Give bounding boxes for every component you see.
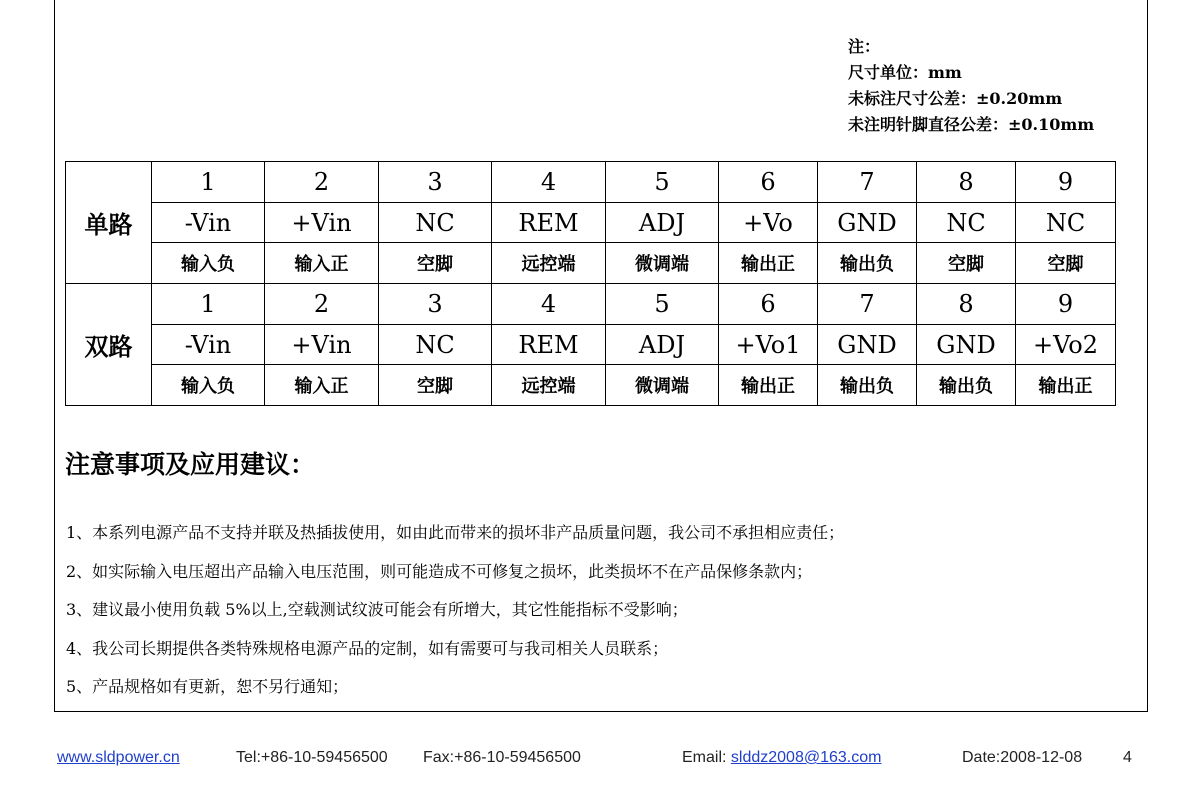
pin-name: REM bbox=[492, 325, 606, 365]
advice-item: 1、本系列电源产品不支持并联及热插拔使用，如由此而带来的损坏非产品质量问题，我公司不承担相应责任； bbox=[66, 523, 845, 542]
pin-description: 输出负 bbox=[818, 365, 917, 406]
advice-list bbox=[66, 514, 844, 707]
pin-name: GND bbox=[818, 203, 917, 243]
pin-row-name bbox=[66, 203, 1116, 243]
pin-description: 空脚 bbox=[1016, 243, 1116, 284]
footer-email bbox=[682, 749, 881, 767]
pin-table bbox=[65, 161, 1116, 406]
footer bbox=[0, 749, 1191, 769]
pin-number: 7 bbox=[818, 284, 917, 325]
pin-description: 输出正 bbox=[719, 365, 818, 406]
pin-name: +Vo bbox=[719, 203, 818, 243]
pin-row-num bbox=[66, 284, 1116, 325]
pin-name: REM bbox=[492, 203, 606, 243]
footer-tel: Tel:+86-10-59456500 bbox=[236, 749, 388, 766]
pin-number: 3 bbox=[379, 284, 492, 325]
pin-number: 6 bbox=[719, 162, 818, 203]
pin-number: 2 bbox=[265, 162, 379, 203]
advice-heading: 注意事项及应用建议： bbox=[65, 450, 316, 479]
pin-description: 微调端 bbox=[606, 365, 719, 406]
pin-name: +Vo2 bbox=[1016, 325, 1116, 365]
pin-number: 4 bbox=[492, 284, 606, 325]
pin-number: 8 bbox=[917, 284, 1016, 325]
footer-email-label: Email: bbox=[682, 749, 731, 766]
pin-number: 7 bbox=[818, 162, 917, 203]
pin-name: +Vo1 bbox=[719, 325, 818, 365]
pin-number: 8 bbox=[917, 162, 1016, 203]
pin-name: -Vin bbox=[152, 325, 265, 365]
pin-number: 9 bbox=[1016, 162, 1116, 203]
advice-item: 4、我公司长期提供各类特殊规格电源产品的定制，如有需要可与我司相关人员联系； bbox=[66, 638, 669, 658]
pin-number: 1 bbox=[152, 284, 265, 325]
pin-row-desc bbox=[66, 365, 1116, 406]
website-link[interactable]: www.sldpower.cn bbox=[57, 749, 180, 766]
pin-description: 远控端 bbox=[492, 365, 606, 406]
notes-tolerance-unmarked: 未标注尺寸公差：±0.20mm bbox=[848, 89, 1063, 108]
notes-unit: 尺寸单位：mm bbox=[848, 63, 962, 82]
notes-tolerance-pins: 未注明针脚直径公差：±0.10mm bbox=[848, 115, 1095, 134]
pin-number: 4 bbox=[492, 162, 606, 203]
pin-row-num bbox=[66, 162, 1116, 203]
pin-name: ADJ bbox=[606, 203, 719, 243]
pin-number: 6 bbox=[719, 284, 818, 325]
pin-number: 2 bbox=[265, 284, 379, 325]
pin-number: 1 bbox=[152, 162, 265, 203]
advice-item: 5、产品规格如有更新，恕不另行通知； bbox=[66, 677, 349, 696]
email-link[interactable]: slddz2008@163.com bbox=[730, 749, 882, 766]
pin-number: 5 bbox=[606, 162, 719, 203]
notes-block bbox=[848, 34, 1094, 138]
footer-fax: Fax:+86-10-59456500 bbox=[423, 749, 581, 766]
pin-number: 5 bbox=[606, 284, 719, 325]
page-number: 4 bbox=[1123, 749, 1132, 766]
pin-name: GND bbox=[818, 325, 917, 365]
pin-description: 输出负 bbox=[917, 365, 1016, 406]
pin-name: -Vin bbox=[152, 203, 265, 243]
pin-description: 微调端 bbox=[606, 243, 719, 284]
pin-number: 9 bbox=[1016, 284, 1116, 325]
pin-name: GND bbox=[917, 325, 1016, 365]
pin-description: 空脚 bbox=[917, 243, 1016, 284]
notes-title: 注： bbox=[848, 37, 881, 56]
pin-name: NC bbox=[379, 203, 492, 243]
pin-row-name bbox=[66, 325, 1116, 365]
pin-description: 远控端 bbox=[492, 243, 606, 284]
pin-name: ADJ bbox=[606, 325, 719, 365]
footer-date: Date:2008-12-08 bbox=[962, 749, 1083, 766]
pin-name: NC bbox=[379, 325, 492, 365]
group-label: 双路 bbox=[66, 284, 152, 406]
pin-description: 输入负 bbox=[152, 365, 265, 406]
advice-item: 3、建议最小使用负载 5%以上,空载测试纹波可能会有所增大，其它性能指标不受影响； bbox=[66, 600, 688, 619]
pin-name: +Vin bbox=[265, 203, 379, 243]
pin-name: NC bbox=[1016, 203, 1116, 243]
pin-description: 输入正 bbox=[265, 365, 379, 406]
pin-description: 空脚 bbox=[379, 365, 492, 406]
group-label: 单路 bbox=[66, 162, 152, 284]
pin-description: 输入负 bbox=[152, 243, 265, 284]
pin-description: 空脚 bbox=[379, 243, 492, 284]
pin-description: 输入正 bbox=[265, 243, 379, 284]
pin-name: +Vin bbox=[265, 325, 379, 365]
pin-description: 输出正 bbox=[719, 243, 818, 284]
pin-description: 输出正 bbox=[1016, 365, 1116, 406]
advice-item: 2、如实际输入电压超出产品输入电压范围，则可能造成不可修复之损坏，此类损坏不在产品保修条款内； bbox=[66, 561, 813, 581]
pin-description: 输出负 bbox=[818, 243, 917, 284]
pin-row-desc bbox=[66, 243, 1116, 284]
pin-name: NC bbox=[917, 203, 1016, 243]
pin-number: 3 bbox=[379, 162, 492, 203]
